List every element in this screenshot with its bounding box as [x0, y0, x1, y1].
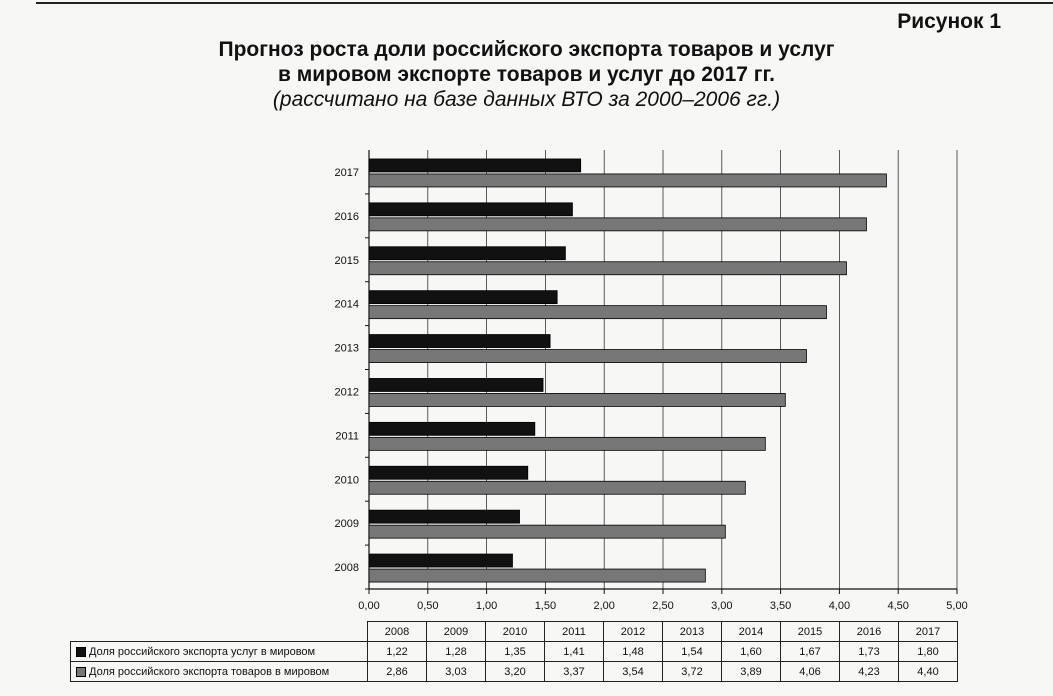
x-tick-label: 0,50 [417, 600, 439, 612]
y-tick-label: 2017 [334, 166, 359, 179]
table-cell: 1,28 [427, 642, 486, 662]
bar-services [369, 247, 565, 260]
bar-goods [369, 481, 745, 494]
x-tick-label: 1,00 [475, 600, 498, 612]
table-cell: 3,20 [486, 662, 545, 682]
table-cell: 1,80 [899, 642, 958, 662]
x-tick-label: 4,50 [887, 600, 909, 612]
bar-services [369, 159, 581, 172]
legend-label-goods: Доля российского экспорта товаров в мировом [89, 665, 330, 678]
table-row-goods [71, 662, 958, 682]
year-header: 2014 [722, 622, 781, 642]
y-tick-label: 2016 [334, 210, 359, 223]
table-cell: 3,03 [427, 662, 486, 682]
bar-goods [369, 174, 886, 187]
table-cell: 1,35 [486, 642, 545, 662]
year-header: 2012 [604, 622, 663, 642]
bar-goods [369, 393, 785, 406]
legend-label-services: Доля российского экспорта услуг в мировом [89, 645, 316, 658]
y-tick-label: 2010 [334, 474, 359, 487]
y-tick-label: 2011 [335, 430, 359, 443]
bar-goods [369, 306, 826, 319]
bar-services [369, 378, 543, 391]
bar-services [369, 335, 550, 348]
x-tick-label: 0,00 [358, 600, 380, 612]
figure-label: Рисунок 1 [897, 10, 1001, 33]
y-tick-label: 2014 [334, 298, 359, 311]
table-cell: 3,54 [604, 662, 663, 682]
table-cell: 4,23 [840, 662, 899, 682]
y-tick-label: 2013 [334, 342, 359, 355]
bar-goods [369, 437, 765, 450]
table-cell: 4,40 [899, 662, 958, 682]
table-cell: 1,22 [368, 642, 427, 662]
data-table [70, 621, 958, 682]
table-cell: 3,89 [722, 662, 781, 682]
table-cell: 1,60 [722, 642, 781, 662]
chart-subtitle: (рассчитано на базе данных ВТО за 2000–2006 гг.) [272, 88, 781, 111]
table-cell: 2,86 [368, 662, 427, 682]
table-cell: 1,67 [781, 642, 840, 662]
year-header: 2017 [899, 622, 958, 642]
bar-services [369, 466, 528, 479]
x-tick-label: 1,50 [534, 600, 557, 612]
x-tick-label: 2,00 [593, 600, 615, 612]
bar-goods [369, 262, 846, 275]
table-cell: 3,72 [663, 662, 722, 682]
year-header: 2010 [486, 622, 545, 642]
bar-services [369, 510, 520, 523]
row-label-services [71, 642, 368, 662]
x-tick-label: 3,50 [769, 600, 792, 612]
table-cell: 1,54 [663, 642, 722, 662]
bar-goods [369, 350, 806, 363]
y-tick-label: 2008 [334, 562, 359, 575]
year-header: 2011 [545, 622, 604, 642]
legend-swatch-services [76, 647, 86, 657]
y-tick-label: 2009 [334, 518, 359, 531]
bar-goods [369, 569, 705, 582]
bar-services [369, 291, 557, 304]
bar-services [369, 203, 572, 216]
table-row-services [71, 642, 958, 662]
table-cell: 1,41 [545, 642, 604, 662]
bar-goods [369, 218, 866, 231]
year-header: 2013 [663, 622, 722, 642]
bar-goods [369, 525, 725, 538]
table-header-row [71, 622, 958, 642]
bar-services [369, 554, 512, 567]
table-cell: 4,06 [781, 662, 840, 682]
chart-title-line2: в мировом экспорте товаров и услуг до 2017 гг. [278, 63, 775, 86]
year-header: 2008 [368, 622, 427, 642]
table-cell: 1,48 [604, 642, 663, 662]
x-tick-label: 2,50 [652, 600, 674, 612]
x-tick-label: 3,00 [711, 600, 733, 612]
y-tick-label: 2012 [334, 386, 359, 399]
year-header: 2016 [840, 622, 899, 642]
x-tick-label: 4,00 [828, 600, 851, 612]
bar-services [369, 422, 535, 435]
table-cell: 1,73 [840, 642, 899, 662]
x-tick-label: 5,00 [946, 600, 968, 612]
y-tick-label: 2015 [334, 254, 359, 267]
legend-swatch-goods [76, 667, 86, 677]
chart-title-line1: Прогноз роста доли российского экспорта товаров и услуг [218, 38, 835, 61]
row-label-goods [71, 662, 368, 682]
year-header: 2015 [781, 622, 840, 642]
table-corner [71, 622, 368, 642]
table-cell: 3,37 [545, 662, 604, 682]
year-header: 2009 [427, 622, 486, 642]
